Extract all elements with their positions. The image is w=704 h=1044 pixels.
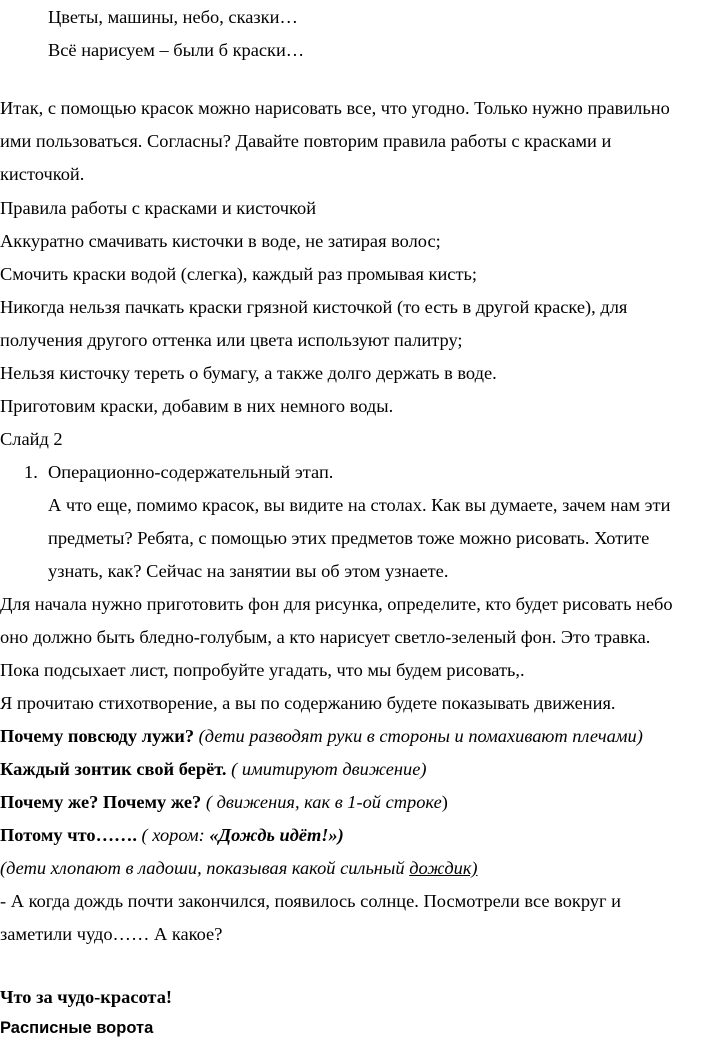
stage-title: Операционно-содержательный этап. [48, 462, 334, 482]
stage-number: 1. [24, 462, 38, 482]
intro-paragraph-line-1: Итак, с помощью красок можно нарисовать все, что угодно. Только нужно правильно [0, 98, 670, 118]
rule-3-line-1: Никогда нельзя пачкать краски грязной кисточкой (то есть в другой краске), для [0, 297, 628, 317]
intro-paragraph-line-3: кисточкой. [0, 164, 85, 184]
rhyme-line-3-verse: Почему же? Почему же? [0, 792, 202, 812]
background-task-line-3: Пока подсыхает лист, попробуйте угадать, что мы будем рисовать,. [0, 660, 525, 680]
stage-text-line-1: А что еще, помимо красок, вы видите на столах. Как вы думаете, зачем нам эти [48, 495, 671, 515]
poem-intro-line-1: Цветы, машины, небо, сказки… [48, 7, 298, 27]
sun-line-1: - А когда дождь почти закончился, появилось солнце. Посмотрели все вокруг и [0, 891, 621, 911]
rule-1: Аккуратно смачивать кисточки в воде, не затирая волос; [0, 231, 441, 251]
stage-text-line-3: узнать, как? Сейчас на занятии вы об этом узнаете. [48, 561, 449, 581]
rhyme-line-3 [0, 791, 448, 813]
rhyme-line-3-end: ) [441, 792, 448, 812]
rhyme-line-5 [0, 857, 478, 879]
rhyme-line-3-note: ( движения, как в 1-ой строке [201, 792, 442, 812]
rhyme-line-1 [0, 725, 643, 747]
rhyme-line-4 [0, 824, 344, 846]
background-task-line-4: Я прочитаю стихотворение, а вы по содержанию будете показывать движения. [0, 693, 616, 713]
sun-line-2: заметили чудо…… А какое? [0, 924, 223, 944]
rhyme-line-5-note: (дети хлопают в ладоши, показывая какой сильный [0, 858, 410, 878]
rhyme-line-1-note: (дети разводят руки в стороны и помахивают плечами) [194, 726, 643, 746]
rhyme-line-4-verse: Потому что……. [0, 825, 137, 845]
rhyme-line-5-underlined: дождик) [409, 858, 478, 878]
wonder-title: Что за чудо-красота! [0, 987, 173, 1007]
rhyme-line-2 [0, 758, 427, 780]
rule-4: Нельзя кисточку тереть о бумагу, а также долго держать в воде. [0, 363, 497, 383]
poem-intro-line-2: Всё нарисуем – были б краски… [48, 40, 305, 60]
rhyme-line-2-verse: Каждый зонтик свой берёт. [0, 759, 227, 779]
background-task-line-2: оно должно быть бледно-голубым, а кто нарисует светло-зеленый фон. Это травка. [0, 627, 651, 647]
stage-text-line-2: предметы? Ребята, с помощью этих предметов тоже можно рисовать. Хотите [48, 528, 650, 548]
rhyme-line-4-note: ( хором: [136, 825, 210, 845]
intro-paragraph-line-2: ими пользоваться. Согласны? Давайте повторим правила работы с красками и [0, 131, 612, 151]
background-task-line-1: Для начала нужно приготовить фон для рисунка, определите, кто будет рисовать небо [0, 594, 673, 614]
rhyme-line-2-note: ( имитируют движение) [226, 759, 427, 779]
rule-3-line-2: получения другого оттенка или цвета используют палитру; [0, 330, 463, 350]
rules-title: Правила работы с красками и кисточкой [0, 198, 317, 218]
rhyme-line-1-verse: Почему повсюду лужи? [0, 726, 195, 746]
gates-title: Расписные ворота [0, 1019, 154, 1037]
prep-line: Приготовим краски, добавим в них немного воды. [0, 396, 394, 416]
rule-2: Смочить краски водой (слегка), каждый раз промывая кисть; [0, 264, 477, 284]
rhyme-line-4-chorus: «Дождь идёт!») [209, 825, 344, 845]
slide-label: Слайд 2 [0, 429, 63, 449]
